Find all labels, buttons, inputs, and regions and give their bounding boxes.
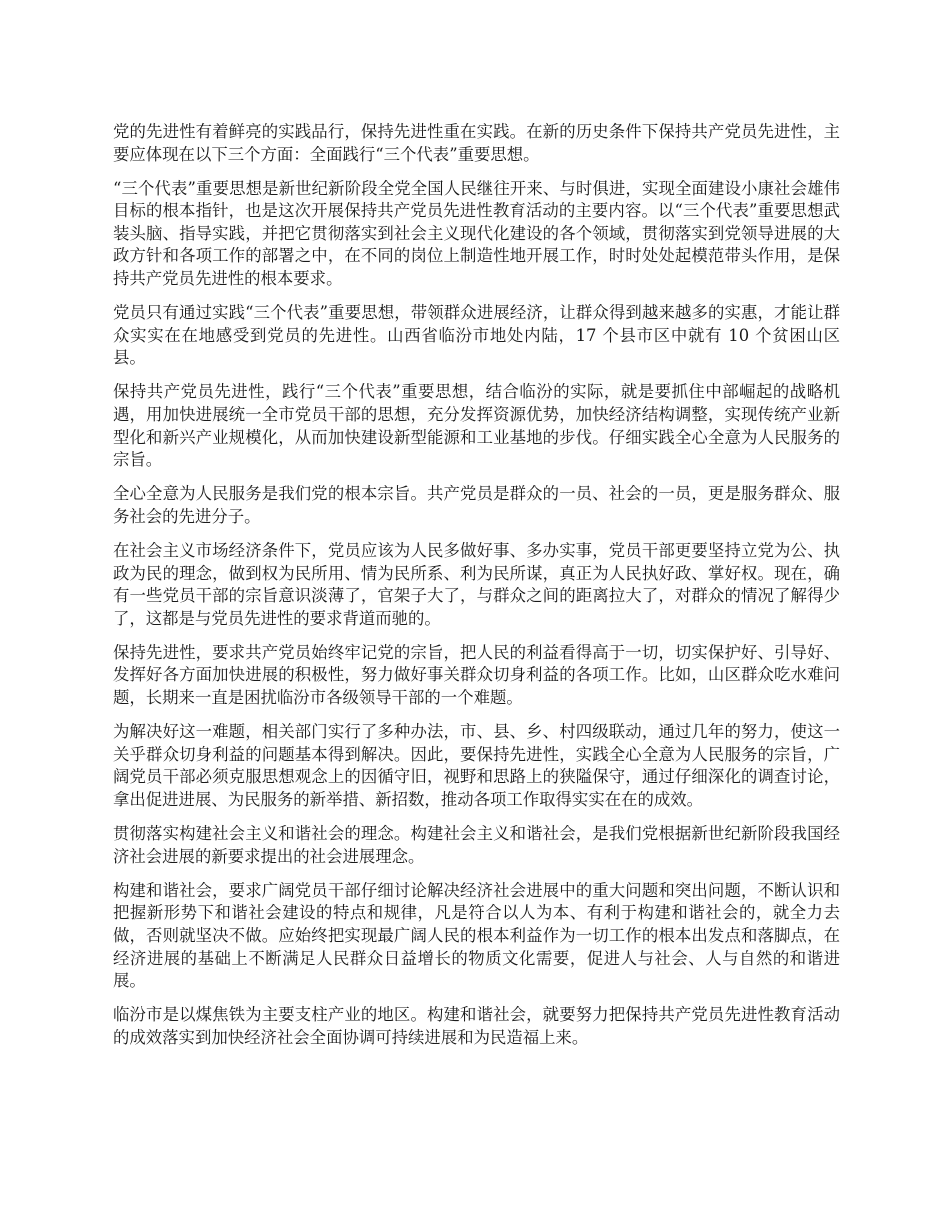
paragraph: “三个代表”重要思想是新世纪新阶段全党全国人民继往开来、与时俱进，实现全面建设小康社会雄伟目标的根本指针，也是这次开展保持共产党员先进性教育活动的主要内容。以“三个代表”重要思想武装头脑、指导实践，并把它贯彻落实到社会主义现代化建设的各个领域，贯彻落实到党领导进展的大政方针和各项工作的部署之中，在不同的岗位上制造性地开展工作，时时处处起模范带头作用，是保持共产党员先进性的根本要求。 xyxy=(113,178,840,289)
paragraph: 构建和谐社会，要求广阔党员干部仔细讨论解决经济社会进展中的重大问题和突出问题，不断认识和把握新形势下和谐社会建设的特点和规律，凡是符合以人为本、有利于构建和谐社会的，就全力去做，否则就坚决不做。应始终把实现最广阔人民的根本利益作为一切工作的根本出发点和落脚点，在经济进展的基础上不断满足人民群众日益增长的物质文化需要，促进人与社会、人与自然的和谐进展。 xyxy=(113,880,840,991)
paragraph: 贯彻落实构建社会主义和谐社会的理念。构建社会主义和谐社会，是我们党根据新世纪新阶段我国经济社会进展的新要求提出的社会进展理念。 xyxy=(113,824,840,866)
paragraph: 全心全意为人民服务是我们党的根本宗旨。共产党员是群众的一员、社会的一员，更是服务群众、服务社会的先进分子。 xyxy=(113,484,840,526)
paragraph: 保持先进性，要求共产党员始终牢记党的宗旨，把人民的利益看得高于一切，切实保护好、引导好、发挥好各方面加快进展的积极性，努力做好事关群众切身利益的各项工作。比如，山区群众吃水难问题，长期来一直是困扰临汾市各级领导干部的一个难题。 xyxy=(113,642,840,708)
document-body xyxy=(113,121,840,1061)
paragraph: 党的先进性有着鲜亮的实践品行，保持先进性重在实践。在新的历史条件下保持共产党员先进性，主要应体现在以下三个方面：全面践行“三个代表”重要思想。 xyxy=(113,122,840,164)
paragraph: 党员只有通过实践“三个代表”重要思想，带领群众进展经济，让群众得到越来越多的实惠，才能让群众实实在在地感受到党员的先进性。山西省临汾市地处内陆，17 个县市区中就有 10 个贫困山区县。 xyxy=(113,303,840,368)
paragraph: 在社会主义市场经济条件下，党员应该为人民多做好事、多办实事，党员干部更要坚持立党为公、执政为民的理念，做到权为民所用、情为民所系、利为民所谋，真正为人民执好政、掌好权。现在，确有一些党员干部的宗旨意识淡薄了，官架子大了，与群众之间的距离拉大了，对群众的情况了解得少了，这都是与党员先进性的要求背道而驰的。 xyxy=(113,541,840,628)
paragraph: 为解决好这一难题，相关部门实行了多种办法，市、县、乡、村四级联动，通过几年的努力，使这一关乎群众切身利益的问题基本得到解决。因此，要保持先进性，实践全心全意为人民服务的宗旨，广阔党员干部必须克服思想观念上的因循守旧，视野和思路上的狭隘保守，通过仔细深化的调查讨论，拿出促进进展、为民服务的新举措、新招数，推动各项工作取得实实在在的成效。 xyxy=(113,722,840,809)
paragraph: 保持共产党员先进性，践行“三个代表”重要思想，结合临汾的实际，就是要抓住中部崛起的战略机遇，用加快进展统一全市党员干部的思想，充分发挥资源优势，加快经济结构调整，实现传统产业新型化和新兴产业规模化，从而加快建设新型能源和工业基地的步伐。仔细实践全心全意为人民服务的宗旨。 xyxy=(113,382,840,470)
paragraph: 临汾市是以煤焦铁为主要支柱产业的地区。构建和谐社会，就要努力把保持共产党员先进性教育活动的成效落实到加快经济社会全面协调可持续进展和为民造福上来。 xyxy=(113,1005,840,1047)
